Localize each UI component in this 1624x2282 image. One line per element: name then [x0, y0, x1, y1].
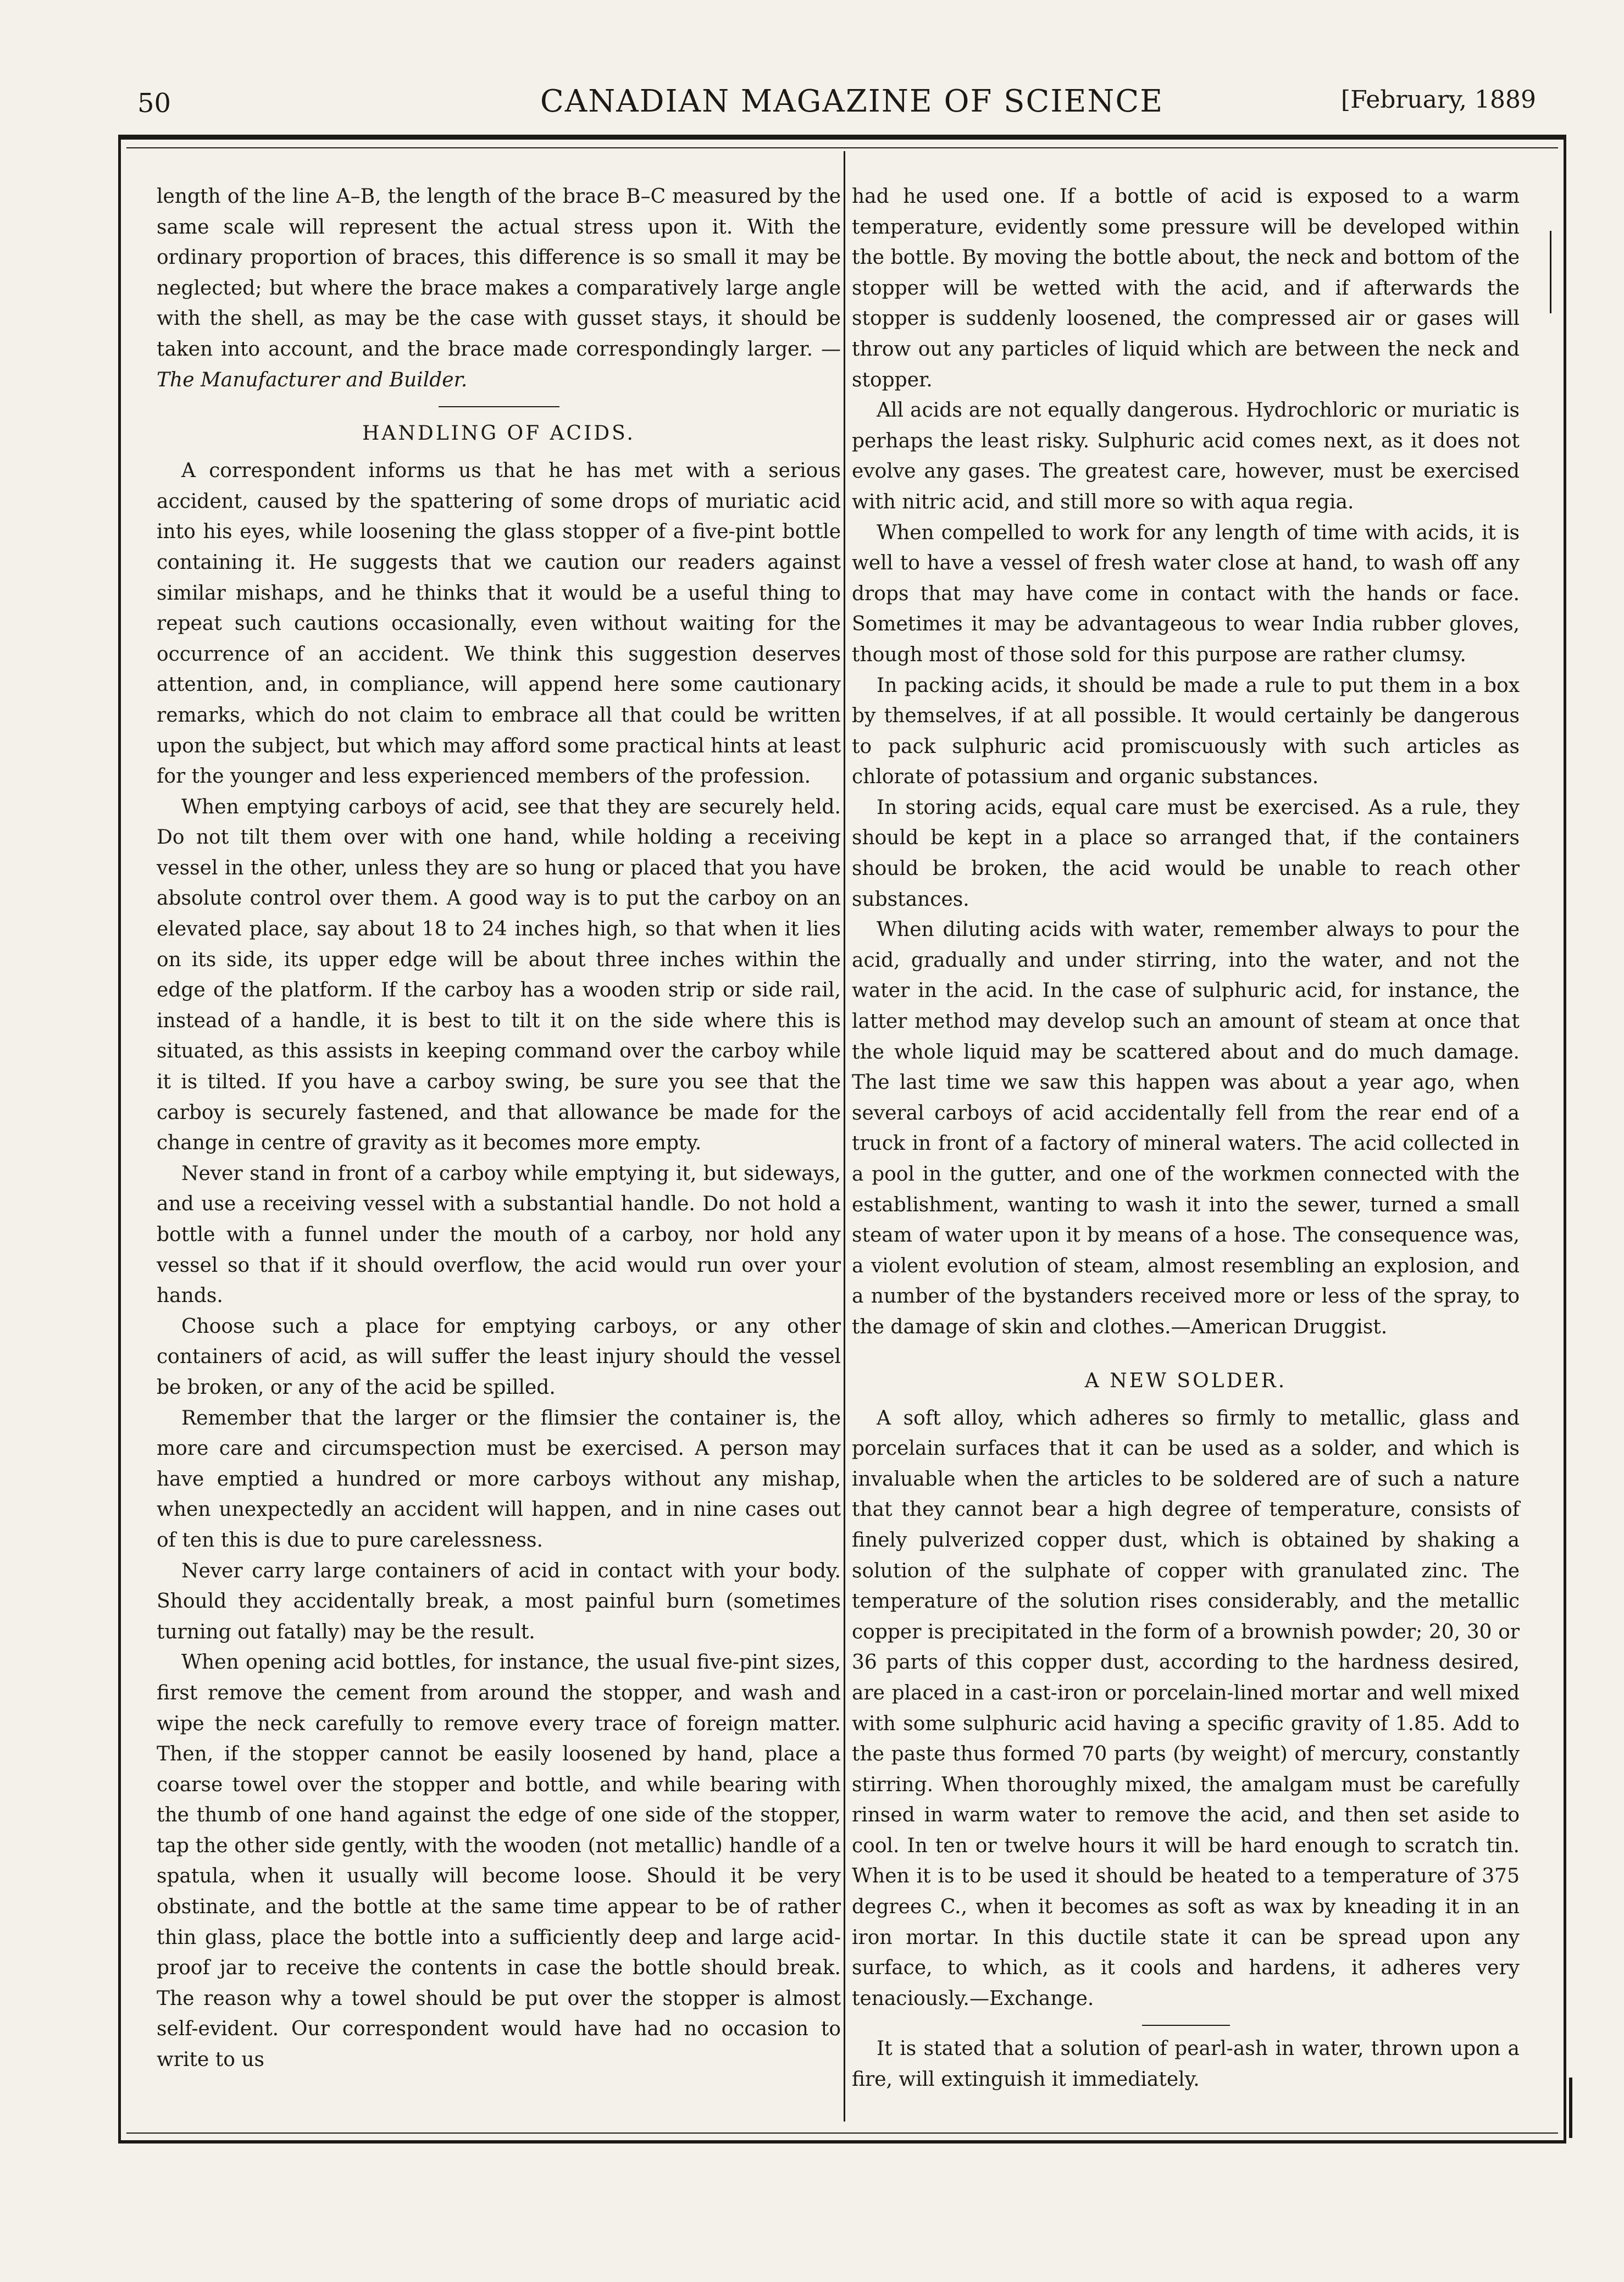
right-column	[852, 181, 1520, 2095]
page-number: 50	[137, 88, 171, 119]
paragraph: When diluting acids with water, remember always to pour the acid, gradually and under stirring, into the water, and not the water in the acid. In the case of sulphuric acid, for instance, the latter method may develop such an amount of steam at once that the whole liquid may be scattered about and do much damage. The last time we saw this happen was about a year ago, when several carboys of acid accidentally fell from the rear end of a truck in front of a factory of mineral waters. The acid collected in a pool in the gutter, and one of the workmen connected with the establishment, wanting to wash it into the sewer, turned a small steam of water upon it by means of a hose. The consequence was, a violent evolution of steam, almost resembling an explosion, and a number of the bystanders received more or less of the spray, to the damage of skin and clothes.—American Druggist.	[852, 918, 1520, 1338]
continued-source: —The Manufacturer and Builder.	[157, 337, 841, 391]
paragraph: All acids are not equally dangerous. Hydrochloric or muriatic is perhaps the least risky. Sulphuric acid comes next, as it does not evolve any gases. The greatest care, however, must be exercised with nitric acid, and still more so with aqua regia.	[852, 399, 1520, 513]
paragraph: When opening acid bottles, for instance, the usual five-pint sizes, first remove the cement from around the stopper, and wash and wipe the neck carefully to remove every trace of foreign matter. Then, if the stopper cannot be easily loosened by hand, place a coarse towel over the stopper and bottle, and while bearing with the thumb of one hand against the edge of one side of the stopper, tap the other side gently, with the wooden (not metallic) handle of a spatula, when it usually will become loose. Should it be very obstinate, and the bottle at the same time appear to be of rather thin glass, place the bottle into a sufficiently deep and large acid-proof jar to receive the contents in case the bottle should break. The reason why a towel should be put over the stopper is almost self-evident. Our correspondent would have had no occasion to write to us	[157, 1651, 841, 2071]
issue-date: [February, 1889	[1340, 86, 1536, 114]
column-divider	[844, 151, 845, 2122]
paragraph: Never carry large containers of acid in contact with your body. Should they accidentally break, a most painful burn (sometimes turning out fatally) may be the result.	[157, 1559, 841, 1643]
article-title-new-solder: A NEW SOLDER.	[1084, 1369, 1287, 1392]
paragraph: Remember that the larger or the flimsier the container is, the more care and circumspection must be exercised. A person may have emptied a hundred or more carboys without any mishap, when unexpectedly an accident will happen, and in nine cases out of ten this is due to pure carelessness.	[157, 1406, 841, 1552]
paragraph: A soft alloy, which adheres so firmly to metallic, glass and porcelain surfaces that it can be used as a solder, and which is invaluable when the articles to be soldered are of such a nature that they cannot bear a high degree of temperature, consists of finely pulverized copper dust, which is obtained by shaking a solution of the sulphate of copper with granulated zinc. The temperature of the solution rises considerably, and the metallic copper is precipitated in the form of a brownish powder; 20, 30 or 36 parts of this copper dust, according to the hardness desired, are placed in a cast-iron or porcelain-lined mortar and well mixed with some sulphuric acid having a specific gravity of 1.85. Add to the paste thus formed 70 parts (by weight) of mercury, constantly stirring. When thoroughly mixed, the amalgam must be carefully rinsed in warm water to remove the acid, and then set aside to cool. In ten or twelve hours it will be hard enough to scratch tin. When it is to be used it should be heated to a temperature of 375 degrees C., when it becomes as soft as wax by kneading it in an iron mortar. In this ductile state it can be spread upon any surface, to which, as it cools and hardens, it adheres very tenaciously.—Exchange.	[852, 1406, 1520, 2010]
paragraph: In storing acids, equal care must be exercised. As a rule, they should be kept in a place so arranged that, if the containers should be broken, the acid would be unable to reach other substances.	[852, 796, 1520, 911]
article-title-handling-of-acids: HANDLING OF ACIDS.	[362, 422, 635, 445]
paragraph: had he used one. If a bottle of acid is exposed to a warm temperature, evidently some pressure will be developed within the bottle. By moving the bottle about, the neck and bottom of the stopper will be wetted with the acid, and if afterwards the stopper is suddenly loosened, the compressed air or gases will throw out any particles of liquid which are between the neck and stopper.	[852, 185, 1520, 391]
section-divider	[1142, 2025, 1230, 2026]
paragraph: Never stand in front of a carboy while emptying it, but sideways, and use a receiving vessel with a substantial handle. Do not hold a bottle with a funnel under the mouth of a carboy, nor hold any vessel so that if it should overflow, the acid would run over your hands.	[157, 1162, 841, 1308]
paragraph: When emptying carboys of acid, see that they are securely held. Do not tilt them over with one hand, while holding a receiving vessel in the other, unless they are so hung or placed that you have absolute control over them. A good way is to put the carboy on an elevated place, say about 18 to 24 inches high, so that when it lies on its side, its upper edge will be about three inches within the edge of the platform. If the carboy has a wooden strip or side rail, instead of a handle, it is best to tilt it on the side where this is situated, as this assists in keeping command over the carboy while it is tilted. If you have a carboy swing, be sure you see that the carboy is securely fastened, and that allowance be made for the change in centre of gravity as it becomes more empty.	[157, 795, 841, 1155]
paragraph: In packing acids, it should be made a rule to put them in a box by themselves, if at all possible. It would certainly be dangerous to pack sulphuric acid promiscuously with such articles as chlorate of potassium and organic substances.	[852, 674, 1520, 789]
paragraph: A correspondent informs us that he has met with a serious accident, caused by the spattering of some drops of muriatic acid into his eyes, while loosening the glass stopper of a five-pint bottle containing it. He suggests that we caution our readers against similar mishaps, and he thinks that it would be a useful thing to repeat such cautions occasionally, even without waiting for the occurrence of an accident. We think this suggestion deserves attention, and, in compliance, will append here some cautionary remarks, which do not claim to embrace all that could be written upon the subject, but which may afford some practical hints at least for the younger and less experienced members of the profession.	[157, 459, 841, 788]
running-title: CANADIAN MAGAZINE OF SCIENCE	[540, 84, 1164, 119]
paragraph: Choose such a place for emptying carboys, or any other containers of acid, as will suffer the least injury should the vessel be broken, or any of the acid be spilled.	[157, 1315, 841, 1399]
paragraph: When compelled to work for any length of time with acids, it is well to have a vessel of fresh water close at hand, to wash off any drops that may have come in contact with the hands or face. Sometimes it may be advantageous to wear India rubber gloves, though most of those sold for this purpose are rather clumsy.	[852, 521, 1520, 666]
paragraph: It is stated that a solution of pearl-ash in water, thrown upon a fire, will extinguish it immediately.	[852, 2037, 1520, 2091]
margin-mark	[1569, 2078, 1572, 2138]
continued-paragraph: length of the line A–B, the length of the brace B–C measured by the same scale will represent the actual stress upon it. With the ordinary proportion of braces, this difference is so small it may be neglected; but where the brace makes a comparatively large angle with the shell, as may be the case with gusset stays, it should be taken into account, and the brace made correspondingly larger. —The Manufacturer and Builder.	[157, 185, 841, 391]
page-header	[137, 77, 1566, 126]
left-column	[157, 181, 841, 2075]
section-divider	[439, 406, 559, 407]
margin-mark	[1550, 231, 1551, 313]
